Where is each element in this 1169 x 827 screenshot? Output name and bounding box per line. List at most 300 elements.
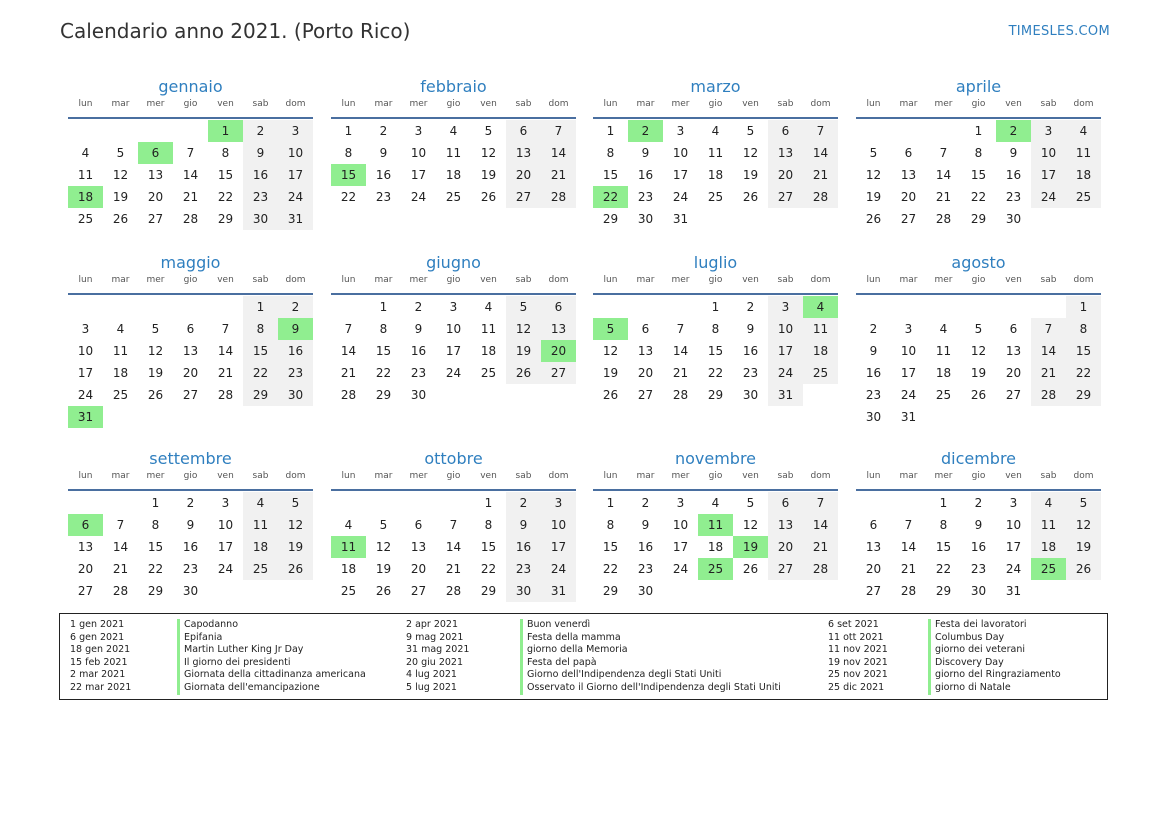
- legend-date: 22 mar 2021: [70, 681, 132, 693]
- day-cell: 25: [252, 562, 269, 576]
- day-cell: 16: [515, 540, 532, 554]
- day-cell: 30: [1005, 212, 1022, 226]
- day-cell: 13: [550, 322, 567, 336]
- weekday-label: mer: [671, 99, 690, 109]
- day-cell: 14: [550, 146, 567, 160]
- day-cell: 14: [217, 344, 234, 358]
- day-cell: 29: [217, 212, 234, 226]
- legend-holiday-name: Osservato il Giorno dell'Indipendenza degli Stati Uniti: [520, 682, 781, 695]
- legend-dates-col-1: [70, 619, 131, 695]
- holiday-day-cell: 6: [68, 514, 103, 536]
- weekday-label: mar: [899, 275, 918, 285]
- day-cell: 4: [711, 496, 720, 510]
- day-cell: 22: [252, 366, 269, 380]
- legend-date: 25 nov 2021: [828, 669, 888, 681]
- weekday-label: mar: [111, 471, 130, 481]
- day-cell: 19: [480, 168, 497, 182]
- month-name: marzo: [690, 77, 741, 96]
- month-divider: [68, 293, 313, 295]
- day-cell: 25: [77, 212, 94, 226]
- month-divider: [68, 117, 313, 119]
- holiday-day-cell: 2: [996, 120, 1031, 142]
- legend-dates-col-2: [406, 619, 469, 695]
- legend-names-col-3: [928, 619, 1061, 695]
- day-cell: 30: [637, 584, 654, 598]
- weekday-label: lun: [341, 99, 356, 109]
- month-name: agosto: [951, 253, 1006, 272]
- day-cell: 11: [252, 518, 269, 532]
- day-cell: 28: [340, 388, 357, 402]
- weekday-label: mer: [409, 471, 428, 481]
- weekday-label: gio: [708, 275, 723, 285]
- day-cell: 10: [1040, 146, 1057, 160]
- day-cell: 20: [865, 562, 882, 576]
- weekday-label: mar: [899, 471, 918, 481]
- day-cell: 29: [602, 212, 619, 226]
- day-cell: 17: [1005, 540, 1022, 554]
- day-cell: 30: [742, 388, 759, 402]
- day-cell: 1: [151, 496, 160, 510]
- day-cell: 28: [112, 584, 129, 598]
- legend-holiday-name: Epifania: [177, 632, 366, 645]
- legend-date: 11 ott 2021: [828, 631, 884, 643]
- day-cell: 18: [445, 168, 462, 182]
- day-cell: 20: [182, 366, 199, 380]
- legend-holiday-name: Festa del papà: [520, 657, 781, 670]
- month-divider: [593, 293, 838, 295]
- legend-holiday-name: Giorno dell'Indipendenza degli Stati Uniti: [520, 669, 781, 682]
- day-cell: 27: [77, 584, 94, 598]
- day-cell: 25: [112, 388, 129, 402]
- day-cell: 18: [340, 562, 357, 576]
- day-cell: 12: [742, 146, 759, 160]
- day-cell: 8: [379, 322, 388, 336]
- day-cell: 28: [900, 584, 917, 598]
- day-cell: 19: [865, 190, 882, 204]
- legend-holiday-name: Il giorno dei presidenti: [177, 657, 366, 670]
- day-cell: 8: [606, 146, 615, 160]
- weekday-label: sab: [777, 471, 794, 481]
- day-cell: 5: [116, 146, 125, 160]
- weekday-label: ven: [742, 471, 759, 481]
- weekday-label: gio: [446, 471, 461, 481]
- day-cell: 24: [445, 366, 462, 380]
- day-cell: 27: [865, 584, 882, 598]
- day-cell: 6: [1009, 322, 1018, 336]
- day-cell: 15: [480, 540, 497, 554]
- day-cell: 22: [375, 366, 392, 380]
- day-cell: 30: [970, 584, 987, 598]
- page-title: Calendario anno 2021. (Porto Rico): [60, 19, 411, 43]
- day-cell: 9: [746, 322, 755, 336]
- day-cell: 12: [1075, 518, 1092, 532]
- day-cell: 31: [900, 410, 917, 424]
- month-name: dicembre: [940, 449, 1017, 468]
- day-cell: 7: [116, 518, 125, 532]
- weekday-header: [593, 471, 838, 487]
- day-cell: 19: [147, 366, 164, 380]
- weekday-label: sab: [515, 99, 532, 109]
- weekday-label: lun: [78, 99, 93, 109]
- weekday-label: mar: [374, 471, 393, 481]
- day-cell: 20: [777, 540, 794, 554]
- month-divider: [856, 489, 1101, 491]
- weekday-label: gio: [183, 99, 198, 109]
- weekday-label: ven: [217, 471, 234, 481]
- day-cell: 26: [515, 366, 532, 380]
- day-cell: 7: [344, 322, 353, 336]
- day-cell: 28: [935, 212, 952, 226]
- month-divider: [331, 117, 576, 119]
- day-cell: 2: [291, 300, 300, 314]
- day-cell: 7: [449, 518, 458, 532]
- day-cell: 19: [970, 366, 987, 380]
- weekday-label: lun: [866, 275, 881, 285]
- day-cell: 21: [900, 562, 917, 576]
- day-cell: 9: [869, 344, 878, 358]
- day-cell: 31: [777, 388, 794, 402]
- day-cell: 22: [1075, 366, 1092, 380]
- holiday-day-cell: 20: [541, 340, 576, 362]
- weekday-label: lun: [866, 471, 881, 481]
- day-cell: 5: [379, 518, 388, 532]
- legend-names-col-1: [177, 619, 366, 695]
- day-cell: 1: [1079, 300, 1088, 314]
- day-cell: 22: [970, 190, 987, 204]
- day-cell: 12: [865, 168, 882, 182]
- weekday-label: mar: [111, 99, 130, 109]
- day-cell: 13: [865, 540, 882, 554]
- day-cell: 31: [672, 212, 689, 226]
- day-cell: 9: [974, 518, 983, 532]
- day-cell: 22: [340, 190, 357, 204]
- weekday-label: mer: [671, 275, 690, 285]
- day-cell: 16: [742, 344, 759, 358]
- weekday-label: dom: [1073, 99, 1094, 109]
- legend-date: 1 gen 2021: [70, 619, 125, 630]
- day-cell: 8: [344, 146, 353, 160]
- day-cell: 6: [904, 146, 913, 160]
- day-cell: 16: [287, 344, 304, 358]
- day-cell: 11: [77, 168, 94, 182]
- day-cell: 8: [939, 518, 948, 532]
- day-cell: 29: [935, 584, 952, 598]
- day-cell: 2: [414, 300, 423, 314]
- day-cell: 23: [970, 562, 987, 576]
- day-cell: 14: [182, 168, 199, 182]
- day-cell: 6: [554, 300, 563, 314]
- day-cell: 10: [217, 518, 234, 532]
- weekday-label: lun: [603, 99, 618, 109]
- weekday-label: dom: [548, 99, 569, 109]
- day-cell: 3: [449, 300, 458, 314]
- day-cell: 5: [1079, 496, 1088, 510]
- month-divider: [68, 489, 313, 491]
- legend-holiday-name: giorno dei veterani: [928, 644, 1061, 657]
- weekday-label: sab: [252, 275, 269, 285]
- day-cell: 20: [637, 366, 654, 380]
- day-cell: 4: [256, 496, 265, 510]
- weekday-label: sab: [777, 99, 794, 109]
- weekday-label: mar: [374, 275, 393, 285]
- day-cell: 21: [812, 168, 829, 182]
- day-cell: 21: [182, 190, 199, 204]
- day-cell: 15: [147, 540, 164, 554]
- day-cell: 4: [711, 124, 720, 138]
- day-cell: 24: [410, 190, 427, 204]
- day-cell: 12: [375, 540, 392, 554]
- day-cell: 13: [637, 344, 654, 358]
- day-cell: 30: [865, 410, 882, 424]
- day-cell: 29: [480, 584, 497, 598]
- holiday-day-cell: 22: [593, 186, 628, 208]
- weekday-label: gio: [446, 99, 461, 109]
- legend-date: 19 nov 2021: [828, 656, 888, 668]
- day-cell: 16: [970, 540, 987, 554]
- day-cell: 12: [480, 146, 497, 160]
- day-cell: 17: [217, 540, 234, 554]
- day-cell: 5: [291, 496, 300, 510]
- day-cell: 21: [1040, 366, 1057, 380]
- weekday-label: mer: [934, 99, 953, 109]
- day-cell: 17: [777, 344, 794, 358]
- weekday-label: dom: [285, 99, 306, 109]
- day-cell: 13: [77, 540, 94, 554]
- day-cell: 7: [676, 322, 685, 336]
- legend-holiday-name: Columbus Day: [928, 632, 1061, 645]
- day-cell: 22: [217, 190, 234, 204]
- day-cell: 4: [449, 124, 458, 138]
- holiday-day-cell: 19: [733, 536, 768, 558]
- day-cell: 12: [602, 344, 619, 358]
- day-cell: 20: [77, 562, 94, 576]
- day-cell: 20: [777, 168, 794, 182]
- day-cell: 28: [812, 190, 829, 204]
- day-cell: 10: [672, 146, 689, 160]
- weekday-label: ven: [742, 275, 759, 285]
- weekday-label: sab: [515, 471, 532, 481]
- day-cell: 15: [935, 540, 952, 554]
- day-cell: 4: [116, 322, 125, 336]
- month-divider: [856, 293, 1101, 295]
- day-cell: 16: [865, 366, 882, 380]
- day-cell: 27: [515, 190, 532, 204]
- day-cell: 30: [182, 584, 199, 598]
- legend-holiday-name: giorno di Natale: [928, 682, 1061, 695]
- day-cell: 22: [707, 366, 724, 380]
- legend-holiday-name: giorno della Memoria: [520, 644, 781, 657]
- day-cell: 29: [375, 388, 392, 402]
- day-cell: 5: [974, 322, 983, 336]
- day-cell: 29: [970, 212, 987, 226]
- month-name: settembre: [149, 449, 232, 468]
- day-cell: 30: [252, 212, 269, 226]
- day-cell: 24: [1005, 562, 1022, 576]
- day-cell: 17: [672, 540, 689, 554]
- weekday-label: mer: [146, 471, 165, 481]
- weekday-label: gio: [183, 471, 198, 481]
- day-cell: 3: [904, 322, 913, 336]
- day-cell: 11: [707, 146, 724, 160]
- day-cell: 6: [641, 322, 650, 336]
- day-cell: 21: [812, 540, 829, 554]
- legend-date: 6 set 2021: [828, 619, 879, 630]
- month-name: gennaio: [158, 77, 223, 96]
- day-cell: 9: [256, 146, 265, 160]
- day-cell: 25: [1075, 190, 1092, 204]
- day-cell: 9: [641, 518, 650, 532]
- day-cell: 18: [812, 344, 829, 358]
- day-cell: 11: [480, 322, 497, 336]
- month-name: maggio: [160, 253, 221, 272]
- day-cell: 8: [484, 518, 493, 532]
- weekday-label: lun: [866, 99, 881, 109]
- day-cell: 6: [519, 124, 528, 138]
- day-cell: 7: [816, 124, 825, 138]
- day-cell: 18: [252, 540, 269, 554]
- legend-date: 2 apr 2021: [406, 619, 459, 630]
- month-divider: [593, 117, 838, 119]
- day-cell: 23: [1005, 190, 1022, 204]
- day-cell: 26: [112, 212, 129, 226]
- holiday-day-cell: 6: [138, 142, 173, 164]
- weekday-label: lun: [341, 471, 356, 481]
- day-cell: 23: [865, 388, 882, 402]
- day-cell: 29: [707, 388, 724, 402]
- day-cell: 3: [1044, 124, 1053, 138]
- day-cell: 12: [147, 344, 164, 358]
- day-cell: 23: [515, 562, 532, 576]
- legend-dates-col-3: [828, 619, 888, 695]
- day-cell: 8: [974, 146, 983, 160]
- day-cell: 18: [1075, 168, 1092, 182]
- day-cell: 16: [637, 168, 654, 182]
- day-cell: 17: [1040, 168, 1057, 182]
- day-cell: 24: [1040, 190, 1057, 204]
- day-cell: 14: [672, 344, 689, 358]
- day-cell: 9: [414, 322, 423, 336]
- day-cell: 11: [445, 146, 462, 160]
- legend-holiday-name: Capodanno: [177, 619, 366, 632]
- legend-date: 5 lug 2021: [406, 681, 457, 693]
- day-cell: 13: [410, 540, 427, 554]
- day-cell: 5: [519, 300, 528, 314]
- day-cell: 17: [410, 168, 427, 182]
- day-cell: 25: [812, 366, 829, 380]
- weekday-label: dom: [548, 471, 569, 481]
- day-cell: 24: [550, 562, 567, 576]
- day-cell: 8: [256, 322, 265, 336]
- day-cell: 15: [217, 168, 234, 182]
- brand-link[interactable]: TIMESLES.COM: [1008, 24, 1110, 39]
- day-cell: 29: [1075, 388, 1092, 402]
- month-divider: [856, 117, 1101, 119]
- weekday-label: sab: [252, 99, 269, 109]
- day-cell: 18: [707, 540, 724, 554]
- day-cell: 12: [287, 518, 304, 532]
- weekday-header: [593, 275, 838, 291]
- month-divider: [593, 489, 838, 491]
- day-cell: 7: [186, 146, 195, 160]
- day-cell: 2: [379, 124, 388, 138]
- day-cell: 21: [672, 366, 689, 380]
- day-cell: 31: [1005, 584, 1022, 598]
- day-cell: 15: [602, 540, 619, 554]
- day-cell: 18: [112, 366, 129, 380]
- day-cell: 6: [781, 124, 790, 138]
- day-cell: 10: [287, 146, 304, 160]
- day-cell: 8: [221, 146, 230, 160]
- legend-holiday-name: Martin Luther King Jr Day: [177, 644, 366, 657]
- day-cell: 23: [375, 190, 392, 204]
- day-cell: 3: [676, 496, 685, 510]
- holiday-day-cell: 2: [628, 120, 663, 142]
- day-cell: 19: [602, 366, 619, 380]
- day-cell: 6: [781, 496, 790, 510]
- day-cell: 23: [742, 366, 759, 380]
- day-cell: 26: [742, 190, 759, 204]
- legend-holiday-name: Discovery Day: [928, 657, 1061, 670]
- day-cell: 25: [935, 388, 952, 402]
- day-cell: 1: [939, 496, 948, 510]
- weekday-label: sab: [1040, 471, 1057, 481]
- day-cell: 19: [287, 540, 304, 554]
- weekday-label: gio: [708, 99, 723, 109]
- legend-date: 4 lug 2021: [406, 669, 457, 681]
- day-cell: 27: [900, 212, 917, 226]
- weekday-header: [68, 471, 313, 487]
- day-cell: 8: [151, 518, 160, 532]
- weekday-label: dom: [285, 471, 306, 481]
- day-cell: 6: [414, 518, 423, 532]
- day-cell: 13: [777, 146, 794, 160]
- day-cell: 21: [217, 366, 234, 380]
- day-cell: 4: [939, 322, 948, 336]
- day-cell: 14: [1040, 344, 1057, 358]
- day-cell: 26: [742, 562, 759, 576]
- day-cell: 17: [900, 366, 917, 380]
- month-name: febbraio: [420, 77, 487, 96]
- day-cell: 29: [147, 584, 164, 598]
- day-cell: 10: [777, 322, 794, 336]
- legend-holiday-name: Giornata della cittadinanza americana: [177, 669, 366, 682]
- weekday-label: sab: [777, 275, 794, 285]
- day-cell: 23: [637, 190, 654, 204]
- day-cell: 16: [637, 540, 654, 554]
- day-cell: 7: [1044, 322, 1053, 336]
- day-cell: 2: [519, 496, 528, 510]
- day-cell: 14: [812, 518, 829, 532]
- day-cell: 3: [676, 124, 685, 138]
- day-cell: 17: [550, 540, 567, 554]
- day-cell: 27: [182, 388, 199, 402]
- day-cell: 20: [1005, 366, 1022, 380]
- legend-holiday-name: giorno del Ringraziamento: [928, 669, 1061, 682]
- day-cell: 19: [742, 168, 759, 182]
- weekday-header: [331, 471, 576, 487]
- day-cell: 27: [1005, 388, 1022, 402]
- weekday-label: gio: [971, 99, 986, 109]
- day-cell: 15: [252, 344, 269, 358]
- legend-holiday-name: Festa dei lavoratori: [928, 619, 1061, 632]
- day-cell: 21: [340, 366, 357, 380]
- month-name: novembre: [674, 449, 757, 468]
- weekday-label: gio: [446, 275, 461, 285]
- day-cell: 15: [375, 344, 392, 358]
- day-cell: 1: [484, 496, 493, 510]
- day-cell: 3: [781, 300, 790, 314]
- weekday-label: mar: [636, 275, 655, 285]
